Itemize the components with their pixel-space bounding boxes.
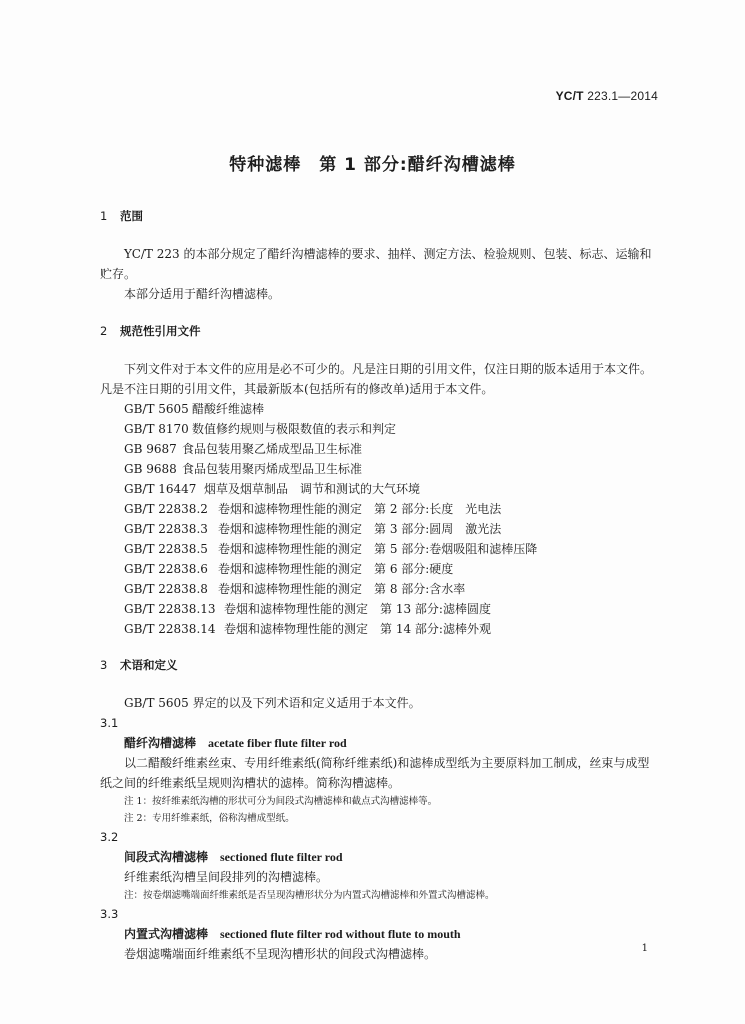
references-intro: 下列文件对于本文件的应用是必不可少的。凡是注日期的引用文件，仅注日期的版本适用于本文件。凡是不注日期的引用文件，其最新版本(包括所有的修改单)适用于本文件。 — [100, 362, 653, 396]
reference-item — [100, 459, 660, 479]
reference-title: 食品包装用聚乙烯成型品卫生标准 — [182, 442, 363, 456]
reference-item — [100, 479, 660, 499]
reference-item — [100, 559, 660, 579]
reference-code: GB 9687 — [124, 442, 177, 456]
reference-item — [100, 539, 660, 559]
standard-prefix: YC/T — [555, 89, 584, 103]
reference-item — [100, 519, 660, 539]
section-heading-scope — [100, 206, 660, 226]
term-name-en: sectioned flute filter rod without flute to mouth — [220, 927, 461, 941]
scope-applicability: 本部分适用于醋纤沟槽滤棒。 — [124, 287, 281, 301]
reference-title: 卷烟和滤棒物理性能的测定 第 8 部分:含水率 — [218, 582, 466, 596]
term-number: 3.3 — [100, 907, 119, 921]
section-number: 3 — [100, 658, 108, 672]
term-note: 注 1：按纤维素纸沟槽的形状可分为间段式沟槽滤棒和截点式沟槽滤棒等。 — [124, 796, 438, 807]
page-title: 特种滤棒 第 1 部分:醋纤沟槽滤棒 — [229, 155, 516, 175]
reference-title: 卷烟和滤棒物理性能的测定 第 13 部分:滤棒圆度 — [224, 602, 491, 616]
reference-code: GB/T 22838.3 — [124, 522, 208, 536]
reference-title: 卷烟和滤棒物理性能的测定 第 6 部分:硬度 — [218, 562, 454, 576]
section-title: 规范性引用文件 — [120, 324, 201, 338]
term-name-en: acetate fiber flute filter rod — [208, 736, 347, 750]
section-heading-references — [100, 321, 660, 341]
reference-code: GB/T 22838.14 — [124, 622, 216, 636]
term-definition: 纤维素纸沟槽呈间段排列的沟槽滤棒。 — [124, 870, 329, 884]
term-name-zh: 间段式沟槽滤棒 — [124, 850, 209, 864]
reference-code: GB/T 5605 — [124, 402, 189, 416]
document-body — [100, 206, 660, 964]
reference-code: GB/T 8170 — [124, 422, 189, 436]
reference-title: 食品包装用聚丙烯成型品卫生标准 — [182, 462, 363, 476]
page-number: 1 — [641, 943, 648, 954]
section-number: 2 — [100, 324, 108, 338]
section-title: 术语和定义 — [120, 658, 178, 672]
reference-title: 醋酸纤维滤棒 — [192, 402, 265, 416]
term-note: 注 2：专用纤维素纸，俗称沟槽成型纸。 — [124, 813, 295, 824]
reference-item — [100, 439, 660, 459]
term-definition: 卷烟滤嘴端面纤维素纸不呈现沟槽形状的间段式沟槽滤棒。 — [124, 947, 437, 961]
term-number: 3.2 — [100, 830, 119, 844]
reference-code: GB/T 16447 — [124, 482, 197, 496]
standard-code: 223.1—2014 — [587, 89, 658, 103]
reference-title: 卷烟和滤棒物理性能的测定 第 5 部分:卷烟吸阻和滤棒压降 — [218, 542, 538, 556]
standard-number — [556, 89, 658, 103]
reference-title: 卷烟和滤棒物理性能的测定 第 2 部分:长度 光电法 — [218, 502, 502, 516]
term-name-en: sectioned flute filter rod — [220, 850, 343, 864]
reference-item — [100, 499, 660, 519]
reference-item — [100, 599, 660, 619]
reference-item — [100, 579, 660, 599]
term-name — [100, 924, 660, 944]
reference-title: 卷烟和滤棒物理性能的测定 第 3 部分:圆周 激光法 — [218, 522, 502, 536]
reference-code: GB 9688 — [124, 462, 177, 476]
reference-title: 卷烟和滤棒物理性能的测定 第 14 部分:滤棒外观 — [224, 622, 491, 636]
term-name — [100, 847, 660, 867]
term-note: 注：按卷烟滤嘴端面纤维素纸是否呈现沟槽形状分为内置式沟槽滤棒和外置式沟槽滤棒。 — [124, 890, 495, 901]
reference-code: GB/T 22838.2 — [124, 502, 208, 516]
section-number: 1 — [100, 209, 108, 223]
reference-title: 烟草及烟草制品 调节和测试的大气环境 — [204, 482, 421, 496]
scope-paragraph: YC/T 223 的本部分规定了醋纤沟槽滤棒的要求、抽样、测定方法、检验规则、包装、标志、运输和贮存。 — [100, 247, 652, 281]
reference-list — [100, 399, 660, 639]
reference-code: GB/T 22838.8 — [124, 582, 208, 596]
term-definition: 以二醋酸纤维素丝束、专用纤维素纸(简称纤维素纸)和滤棒成型纸为主要原料加工制成，丝束与成型纸之间的纤维素纸呈规则沟槽状的滤棒。简称沟槽滤棒。 — [100, 756, 650, 790]
reference-code: GB/T 22838.13 — [124, 602, 216, 616]
reference-item — [100, 399, 660, 419]
reference-title: 数值修约规则与极限数值的表示和判定 — [192, 422, 397, 436]
term-name-zh: 醋纤沟槽滤棒 — [124, 736, 197, 750]
reference-item — [100, 619, 660, 639]
reference-code: GB/T 22838.5 — [124, 542, 208, 556]
terms-intro: GB/T 5605 界定的以及下列术语和定义适用于本文件。 — [124, 696, 421, 710]
term-name — [100, 733, 660, 753]
section-title: 范围 — [120, 209, 143, 223]
reference-item — [100, 419, 660, 439]
reference-code: GB/T 22838.6 — [124, 562, 208, 576]
section-heading-terms — [100, 655, 660, 675]
term-name-zh: 内置式沟槽滤棒 — [124, 927, 209, 941]
term-number: 3.1 — [100, 716, 119, 730]
